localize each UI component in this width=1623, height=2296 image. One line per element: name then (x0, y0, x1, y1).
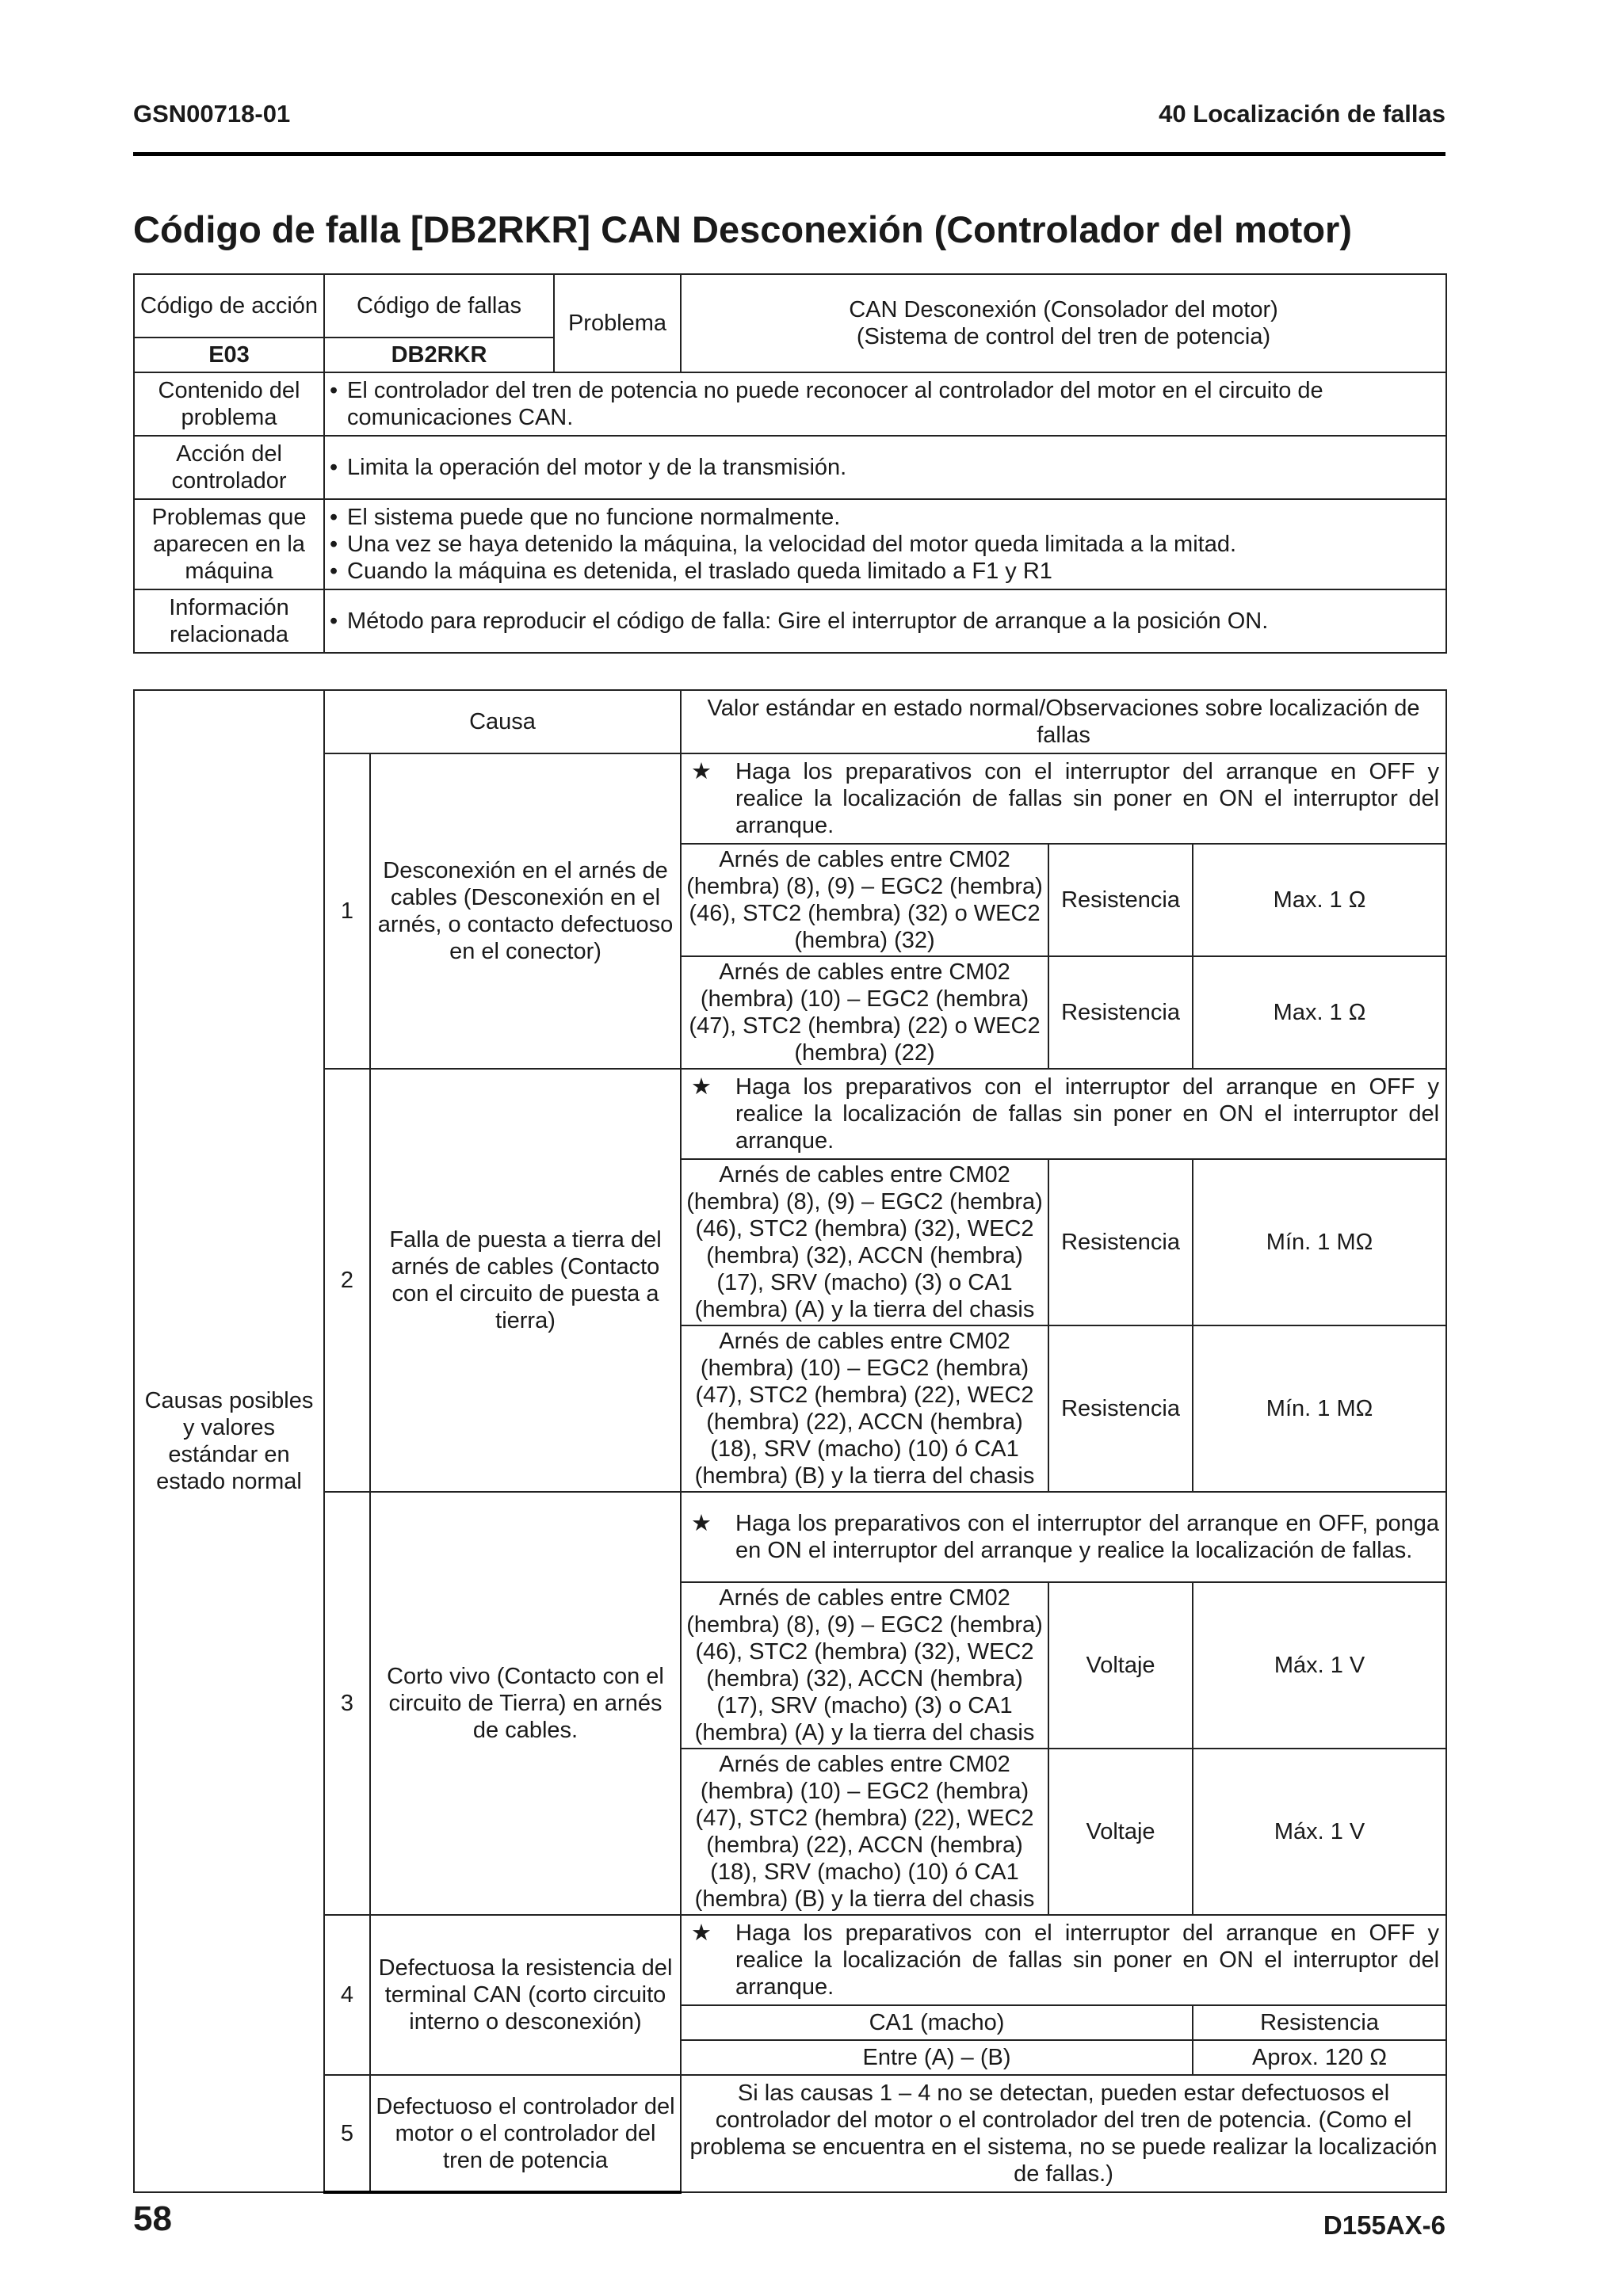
causes-side-label: Causas posibles y valores estándar en estado normal (134, 690, 324, 2192)
star-icon: ★ (691, 1511, 712, 1536)
row-label: Contenido del problema (134, 372, 324, 436)
row-content: • El controlador del tren de potencia no puede reconocer al controlador del motor en el circuito de comunicaciones CAN. (324, 372, 1446, 436)
check-desc: Arnés de cables entre CM02 (hembra) (8), (9) – EGC2 (hembra) (46), STC2 (hembra) (32), WEC2 (hembra) (32), ACCN (hembra) (17), SRV (macho) (3) o CA1 (hembra) (A) y la tierra del chasis (681, 1159, 1048, 1325)
page-title: Código de falla [DB2RKR] CAN Desconexión (Controlador del motor) (133, 208, 1352, 250)
model-code: D155AX-6 (1323, 2210, 1445, 2240)
sub-header: Resistencia (1193, 2005, 1446, 2040)
cause-number: 3 (324, 1492, 370, 1915)
cause-note: ★ Haga los preparativos con el interruptor del arranque en OFF, ponga en ON el interruptor del arranque y realice la localización de fallas. (681, 1492, 1446, 1582)
check-measure: Voltaje (1048, 1749, 1193, 1915)
check-desc: Arnés de cables entre CM02 (hembra) (8), (9) – EGC2 (hembra) (46), STC2 (hembra) (32), WEC2 (hembra) (32), ACCN (hembra) (17), SRV (macho) (3) o CA1 (hembra) (A) y la tierra del chasis (681, 1582, 1048, 1749)
cause-text: Defectuosa la resistencia del terminal CAN (corto circuito interno o desconexión) (370, 1915, 681, 2075)
cause-text: Corto vivo (Contacto con el circuito de Tierra) en arnés de cables. (370, 1492, 681, 1915)
cause-number: 2 (324, 1069, 370, 1492)
doc-code: GSN00718-01 (133, 100, 291, 128)
fault-code-label: Código de fallas (324, 274, 554, 338)
row-content: • El sistema puede que no funcione normalmente. • Una vez se haya detenido la máquina, la velocidad del motor queda limitada a la mitad. • Cuando la máquina es detenida, el traslado queda limitado a F1 y R1 (324, 499, 1446, 589)
check-value: Mín. 1 MΩ (1193, 1159, 1446, 1325)
problem-value: CAN Desconexión (Consolador del motor) (Sistema de control del tren de potencia) (681, 274, 1446, 372)
cause-number: 1 (324, 753, 370, 1069)
sub-cell: Aprox. 120 Ω (1193, 2040, 1446, 2075)
star-icon: ★ (691, 1920, 712, 1946)
check-measure: Voltaje (1048, 1582, 1193, 1749)
check-measure: Resistencia (1048, 1325, 1193, 1492)
check-measure: Resistencia (1048, 1159, 1193, 1325)
star-icon: ★ (691, 1074, 712, 1100)
fault-code: DB2RKR (324, 338, 554, 372)
check-measure: Resistencia (1048, 956, 1193, 1069)
check-desc: Arnés de cables entre CM02 (hembra) (10) – EGC2 (hembra) (47), STC2 (hembra) (22), WEC2 (hembra) (22), ACCN (hembra) (18), SRV (macho) (10) ó CA1 (hembra) (B) y la tierra del chasis (681, 1325, 1048, 1492)
check-value: Máx. 1 V (1193, 1582, 1446, 1749)
row-content: • Limita la operación del motor y de la transmisión. (324, 436, 1446, 499)
check-value: Mín. 1 MΩ (1193, 1325, 1446, 1492)
star-icon: ★ (691, 759, 712, 784)
row-label: Acción del controlador (134, 436, 324, 499)
causes-table (133, 689, 1447, 2194)
cause-note: ★ Haga los preparativos con el interruptor del arranque en OFF y realice la localización de fallas sin poner en ON el interruptor del arranque. (681, 1069, 1446, 1159)
col-cause-header: Causa (324, 690, 681, 753)
col-value-header: Valor estándar en estado normal/Observaciones sobre localización de fallas (681, 690, 1446, 753)
check-value: Max. 1 Ω (1193, 844, 1446, 956)
check-value: Máx. 1 V (1193, 1749, 1446, 1915)
cause-number: 5 (324, 2075, 370, 2192)
header-rule (133, 152, 1445, 156)
page-number: 58 (133, 2199, 172, 2238)
sub-cell: Entre (A) – (B) (681, 2040, 1193, 2075)
action-code: E03 (134, 338, 324, 372)
cause-text: Falla de puesta a tierra del arnés de cables (Contacto con el circuito de puesta a tierra) (370, 1069, 681, 1492)
check-desc: Arnés de cables entre CM02 (hembra) (10) – EGC2 (hembra) (47), STC2 (hembra) (22) o WEC2 (hembra) (22) (681, 956, 1048, 1069)
problem-label: Problema (554, 274, 681, 372)
cause-note: ★ Haga los preparativos con el interruptor del arranque en OFF y realice la localización de fallas sin poner en ON el interruptor del arranque. (681, 1915, 1446, 2005)
cause-number: 4 (324, 1915, 370, 2075)
cause-note: Si las causas 1 – 4 no se detectan, pueden estar defectuosos el controlador del motor o el controlador del tren de potencia. (Como el problema se encuentra en el sistema, no se puede realizar la localización de fallas.) (681, 2075, 1446, 2192)
row-label: Información relacionada (134, 589, 324, 653)
section-title: 40 Localización de fallas (1159, 100, 1445, 128)
check-desc: Arnés de cables entre CM02 (hembra) (10) – EGC2 (hembra) (47), STC2 (hembra) (22), WEC2 (hembra) (22), ACCN (hembra) (18), SRV (macho) (10) ó CA1 (hembra) (B) y la tierra del chasis (681, 1749, 1048, 1915)
row-content: • Método para reproducir el código de falla: Gire el interruptor de arranque a la posición ON. (324, 589, 1446, 653)
cause-text: Desconexión en el arnés de cables (Desconexión en el arnés, o contacto defectuoso en el conector) (370, 753, 681, 1069)
check-desc: Arnés de cables entre CM02 (hembra) (8), (9) – EGC2 (hembra) (46), STC2 (hembra) (32) o WEC2 (hembra) (32) (681, 844, 1048, 956)
sub-header: CA1 (macho) (681, 2005, 1193, 2040)
check-value: Max. 1 Ω (1193, 956, 1446, 1069)
cause-text: Defectuoso el controlador del motor o el controlador del tren de potencia (370, 2075, 681, 2192)
cause-note: ★ Haga los preparativos con el interruptor del arranque en OFF y realice la localización de fallas sin poner en ON el interruptor del arranque. (681, 753, 1446, 844)
fault-info-table (133, 273, 1447, 654)
check-measure: Resistencia (1048, 844, 1193, 956)
row-label: Problemas que aparecen en la máquina (134, 499, 324, 589)
action-code-label: Código de acción (134, 274, 324, 338)
